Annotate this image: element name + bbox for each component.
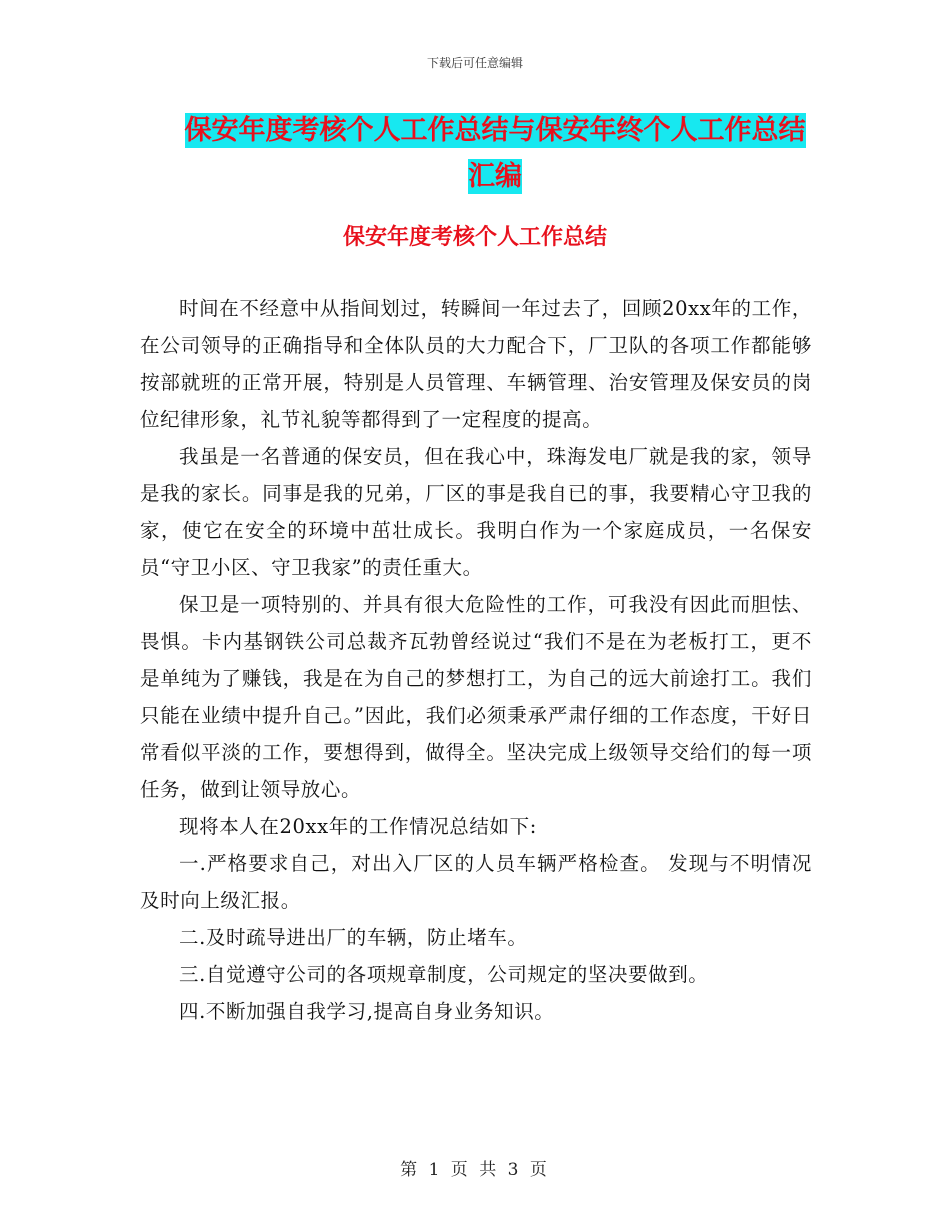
list-item: 二.及时疏导进出厂的车辆，防止堵车。 bbox=[179, 926, 528, 949]
paragraph: 保卫是一项特别的、并具有很大危险性的工作，可我没有因此而胆怯、畏惧。卡内基钢铁公司总裁齐瓦勃曾经说过“我们不是在为老板打工，更不是单纯为了赚钱，我是在为自己的梦想打工，为自己的远大前途打工。我们只能在业绩中提升自己。”因此，我们必须秉承严肃仔细的工作态度，干好日常看似平淡的工作，要想得到，做得全。坚决完成上级领导交给们的每一项任务，做到让领导放心。 bbox=[140, 593, 812, 801]
page-footer: 第 1 页 共 3 页 bbox=[400, 1160, 550, 1180]
paragraph: 时间在不经意中从指间划过，转瞬间一年过去了，回顾20xx年的工作，在公司领导的正确指导和全体队员的大力配合下，厂卫队的各项工作都能够按部就班的正常开展，特别是人员管理、车辆管理、治安管理及保安员的岗位纪律形象，礼节礼貌等都得到了一定程度的提高。 bbox=[140, 297, 812, 431]
list-item: 三.自觉遵守公司的各项规章制度，公司规定的坚决要做到。 bbox=[179, 963, 709, 986]
document-body bbox=[140, 290, 812, 1030]
title-line-1: 保安年度考核个人工作总结与保安年终个人工作总结 bbox=[184, 115, 806, 146]
header-note: 下载后可任意编辑 bbox=[426, 56, 523, 70]
document-title bbox=[150, 108, 840, 200]
list-item: 四.不断加强自我学习,提高自身业务知识。 bbox=[179, 1000, 555, 1023]
title-line-2: 汇编 bbox=[468, 161, 522, 192]
list-item: 一.严格要求自己，对出入厂区的人员车辆严格检查。 发现与不明情况及时向上级汇报。 bbox=[140, 852, 812, 912]
paragraph: 现将本人在20xx年的工作情况总结如下: bbox=[179, 815, 537, 838]
section-title: 保安年度考核个人工作总结 bbox=[342, 225, 607, 250]
paragraph: 我虽是一名普通的保安员，但在我心中，珠海发电厂就是我的家，领导是我的家长。同事是我的兄弟，厂区的事是我自已的事，我要精心守卫我的家，使它在安全的环境中茁壮成长。我明白作为一个家庭成员，一名保安员“守卫小区、守卫我家”的责任重大。 bbox=[140, 445, 812, 579]
